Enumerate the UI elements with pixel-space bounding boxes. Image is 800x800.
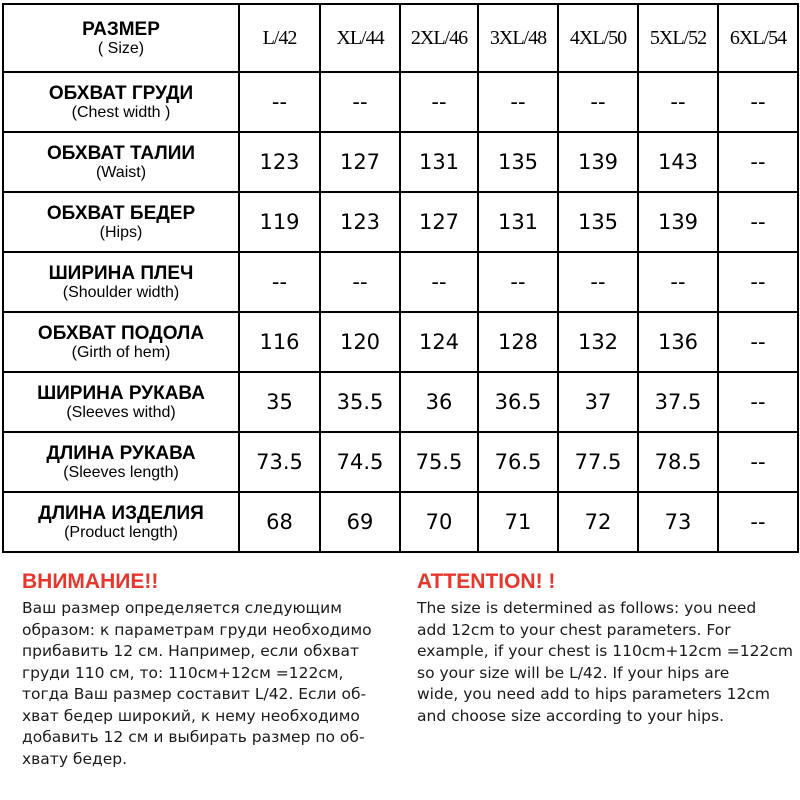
measurement-value-cell: --	[638, 72, 718, 132]
measurement-value-cell: 120	[320, 312, 400, 372]
measurement-value-cell: --	[558, 252, 638, 312]
measurement-value-cell: 37.5	[638, 372, 718, 432]
measurement-value-cell: 76.5	[478, 432, 558, 492]
measurement-label-ru: ОБХВАТ ТАЛИИ	[46, 142, 196, 164]
measurement-value-cell: 124	[400, 312, 478, 372]
size-chart-table	[2, 3, 799, 553]
measurement-label-cell	[3, 312, 239, 372]
size-header-cell: 6XL/54	[718, 4, 798, 72]
measurement-row	[3, 372, 798, 432]
measurement-label-cell	[3, 132, 239, 192]
measurement-value-cell: --	[478, 72, 558, 132]
measurement-label-en: (Sleeves length)	[63, 463, 179, 481]
attention-line-ru: хвату бедер.	[22, 749, 128, 768]
measurement-label-ru: ОБХВАТ БЕДЕР	[46, 202, 196, 224]
attention-note-ru	[22, 568, 407, 770]
measurement-label-ru: ДЛИНА РУКАВА	[46, 442, 196, 464]
measurement-value-cell: --	[558, 72, 638, 132]
measurement-label-cell	[3, 372, 239, 432]
measurement-value-cell: 127	[400, 192, 478, 252]
size-header-label-en: ( Size)	[97, 39, 145, 57]
measurement-value-cell: 75.5	[400, 432, 478, 492]
measurement-label-ru: ШИРИНА ПЛЕЧ	[48, 262, 194, 284]
size-header-cell: 5XL/52	[638, 4, 718, 72]
measurement-row	[3, 72, 798, 132]
attention-line-en: add 12cm to your chest parameters. For	[417, 620, 731, 639]
measurement-value-cell: --	[478, 252, 558, 312]
measurement-value-cell: 73	[638, 492, 718, 552]
attention-title-ru: ВНИМАНИЕ!!	[22, 570, 159, 593]
measurement-value-cell: 139	[558, 132, 638, 192]
measurement-label-en: (Shoulder width)	[62, 283, 180, 301]
measurement-label-en: (Chest width )	[71, 103, 171, 121]
attention-line-en: The size is determined as follows: you need	[417, 599, 757, 617]
measurement-value-cell: 135	[558, 192, 638, 252]
size-header-cell: 3XL/48	[478, 4, 558, 72]
measurement-value-cell: 68	[239, 492, 320, 552]
measurement-row	[3, 492, 798, 552]
measurement-value-cell: --	[718, 372, 798, 432]
measurement-value-cell: 36.5	[478, 372, 558, 432]
attention-title-en: ATTENTION! !	[417, 570, 556, 593]
measurement-value-cell: 127	[320, 132, 400, 192]
measurement-label-cell	[3, 192, 239, 252]
attention-line-ru: груди 110 см, то: 110см+12см =122см,	[22, 663, 344, 682]
measurement-value-cell: 128	[478, 312, 558, 372]
measurement-value-cell: --	[718, 492, 798, 552]
measurement-label-en: (Product length)	[64, 523, 178, 541]
attention-text-en	[417, 598, 797, 727]
attention-line-ru: добавить 12 см и выбирать размер по об-	[22, 728, 365, 746]
measurement-value-cell: 116	[239, 312, 320, 372]
attention-line-ru: образом: к параметрам груди необходимо	[22, 620, 372, 639]
size-header-cell: L/42	[239, 4, 320, 72]
measurement-row	[3, 252, 798, 312]
size-chart-body	[3, 4, 798, 552]
attention-line-en: and choose size according to your hips.	[417, 706, 725, 725]
measurement-value-cell: 135	[478, 132, 558, 192]
measurement-value-cell: --	[400, 252, 478, 312]
measurement-label-ru: ДЛИНА ИЗДЕЛИЯ	[38, 502, 204, 524]
measurement-value-cell: --	[239, 252, 320, 312]
measurement-value-cell: 70	[400, 492, 478, 552]
measurement-label-en: (Girth of hem)	[71, 343, 171, 361]
measurement-label-en: (Sleeves withd)	[66, 403, 176, 421]
measurement-value-cell: --	[718, 192, 798, 252]
measurement-row	[3, 432, 798, 492]
measurement-row	[3, 192, 798, 252]
measurement-value-cell: 136	[638, 312, 718, 372]
measurement-value-cell: 131	[400, 132, 478, 192]
measurement-value-cell: 139	[638, 192, 718, 252]
measurement-value-cell: --	[718, 252, 798, 312]
attention-line-ru: прибавить 12 см. Например, если обхват	[22, 642, 360, 660]
measurement-value-cell: 72	[558, 492, 638, 552]
measurement-row	[3, 312, 798, 372]
measurement-label-ru: ОБХВАТ ПОДОЛА	[37, 322, 205, 344]
attention-line-en: wide, you need add to hips parameters 12cm	[417, 685, 771, 703]
attention-line-ru: тогда Ваш размер составит L/42. Если об-	[22, 685, 367, 703]
size-header-row	[3, 4, 798, 72]
measurement-label-ru: ОБХВАТ ГРУДИ	[48, 82, 194, 104]
attention-note-en	[417, 568, 797, 727]
measurement-label-en: (Waist)	[95, 163, 147, 181]
attention-line-ru: хват бедер широкий, к нему необходимо	[22, 706, 360, 725]
measurement-value-cell: --	[320, 252, 400, 312]
measurement-value-cell: 35.5	[320, 372, 400, 432]
measurement-value-cell: --	[718, 432, 798, 492]
measurement-value-cell: --	[239, 72, 320, 132]
measurement-value-cell: 132	[558, 312, 638, 372]
measurement-value-cell: --	[718, 132, 798, 192]
measurement-value-cell: 77.5	[558, 432, 638, 492]
measurement-value-cell: 36	[400, 372, 478, 432]
measurement-value-cell: 131	[478, 192, 558, 252]
attention-text-ru	[22, 598, 407, 770]
measurement-value-cell: --	[320, 72, 400, 132]
measurement-value-cell: 78.5	[638, 432, 718, 492]
measurement-label-cell	[3, 432, 239, 492]
measurement-label-cell	[3, 252, 239, 312]
size-header-label-cell	[3, 4, 239, 72]
measurement-value-cell: --	[718, 312, 798, 372]
measurement-value-cell: --	[400, 72, 478, 132]
measurement-value-cell: 123	[239, 132, 320, 192]
measurement-value-cell: 123	[320, 192, 400, 252]
measurement-value-cell: 69	[320, 492, 400, 552]
measurement-label-ru: ШИРИНА РУКАВА	[37, 382, 205, 404]
size-header-cell: XL/44	[320, 4, 400, 72]
size-header-cell: 4XL/50	[558, 4, 638, 72]
measurement-value-cell: 37	[558, 372, 638, 432]
size-header-cell: 2XL/46	[400, 4, 478, 72]
attention-line-en: example, if your chest is 110cm+12cm =122cm	[417, 642, 793, 660]
measurement-row	[3, 132, 798, 192]
measurement-value-cell: --	[718, 72, 798, 132]
size-header-label-ru: РАЗМЕР	[82, 18, 160, 40]
measurement-label-cell	[3, 492, 239, 552]
measurement-value-cell: --	[638, 252, 718, 312]
measurement-value-cell: 71	[478, 492, 558, 552]
attention-line-ru: Ваш размер определяется следующим	[22, 599, 342, 617]
measurement-label-cell	[3, 72, 239, 132]
measurement-value-cell: 74.5	[320, 432, 400, 492]
measurement-value-cell: 119	[239, 192, 320, 252]
measurement-value-cell: 143	[638, 132, 718, 192]
attention-line-en: so your size will be L/42. If your hips are	[417, 663, 730, 682]
measurement-value-cell: 73.5	[239, 432, 320, 492]
measurement-value-cell: 35	[239, 372, 320, 432]
measurement-label-en: (Hips)	[99, 223, 143, 241]
